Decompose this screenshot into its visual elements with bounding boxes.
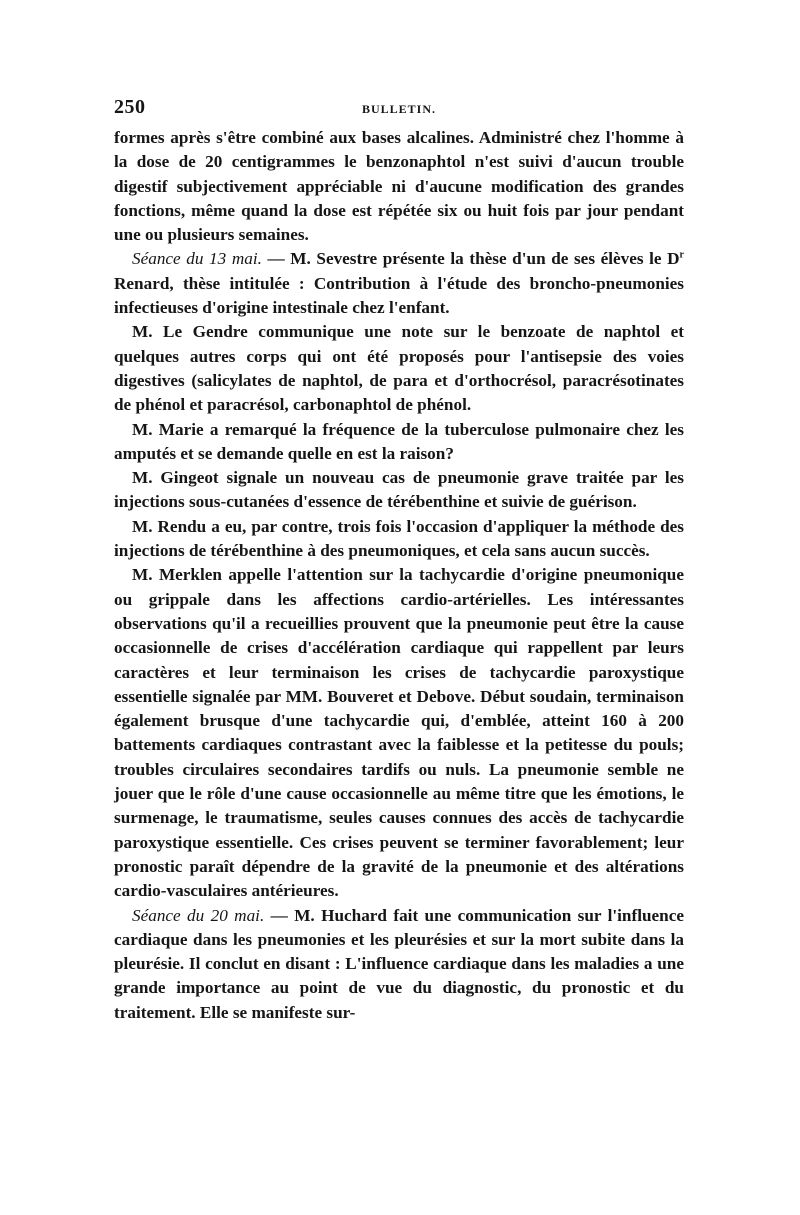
body-text	[114, 126, 684, 1025]
paragraph-text-a: — M. Sevestre présente la thèse d'un de ses élèves le D	[261, 249, 680, 269]
session-date: 20 mai.	[210, 905, 265, 925]
paragraph-text-a: — M. Huchard fait une communication sur l'influence cardiaque dans les pneumonies et les pleurésies et sur la mort subite dans la pleurésie. Il conclut en disant : L'influence cardiaque dans les maladies a une grande importance au point de vue du diagnostic, du pronostic et du traitement. Elle se manifeste sur-	[114, 905, 684, 1022]
session-lead: Séance du	[132, 249, 204, 269]
paragraph-seance-13-mai	[114, 247, 684, 320]
paragraph-seance-20-mai	[114, 904, 684, 1025]
paragraph-le-gendre: M. Le Gendre communique une note sur le benzoate de naphtol et quelques autres corps qui ont été proposés pour l'antisepsie des voies digestives (salicylates de naphtol, de para et d'orthocrésol, paracrésotinates de phénol et paracrésol, carbonaphtol de phénol.	[114, 322, 684, 415]
running-title: BULLETIN.	[361, 102, 437, 116]
session-date: 13 mai.	[209, 249, 262, 269]
book-page	[114, 96, 684, 1025]
paragraph-merklen: M. Merklen appelle l'attention sur la tachycardie d'origine pneumonique ou grippale dans les affections cardio-artérielles. Les intéressantes observations qu'il a recueillies prouvent que la pneumonie peut être la cause occasionnelle de crises d'accélération cardiaque qui rappellent par leurs caractères et leur terminaison les crises de tachycardie paroxystique essentielle signalée par MM. Bouveret et Debove. Début soudain, terminaison également brusque d'une tachycardie qui, d'emblée, atteint 160 à 200 battements cardiaques contrastant avec la faiblesse et la petitesse du pouls; troubles circulaires secondaires tardifs ou nuls. La pneumonie semble ne jouer que le rôle d'une cause occasionnelle au même titre que les émotions, le surmenage, le traumatisme, seules causes connues des accès de tachycardie paroxystique essentielle. Ces crises peuvent se terminer favorablement; leur pronostic paraît dépendre de la gravité de la pneumonie et des altérations cardio-vasculaires antérieures.	[114, 565, 684, 901]
paragraph-rendu: M. Rendu a eu, par contre, trois fois l'occasion d'appliquer la méthode des injections de térébenthine à des pneumoniques, et cela sans aucun succès.	[114, 516, 684, 561]
page-number: 250	[114, 96, 146, 118]
session-lead: Séance du	[132, 905, 205, 925]
paragraph-marie: M. Marie a remarqué la fréquence de la tuberculose pulmonaire chez les amputés et se demande quelle en est la raison?	[114, 419, 684, 463]
paragraph-gingeot: M. Gingeot signale un nouveau cas de pneumonie grave traitée par les injections sous-cutanées d'essence de térébenthine et suivie de guérison.	[114, 468, 684, 512]
running-head	[114, 96, 684, 120]
paragraph-text-b: Renard, thèse intitulée : Contribution à l'étude des broncho-pneumonies infectieuses d'origine intestinale chez l'enfant.	[114, 273, 684, 318]
superscript: r	[679, 249, 684, 261]
paragraph-continuation: formes après s'être combiné aux bases alcalines. Administré chez l'homme à la dose de 20 centigrammes le benzonaphtol n'est suivi d'aucun trouble digestif subjectivement appréciable ni d'aucune modification des grandes fonctions, même quand la dose est répétée six ou huit fois par jour pendant une ou plusieurs semaines.	[114, 128, 684, 245]
